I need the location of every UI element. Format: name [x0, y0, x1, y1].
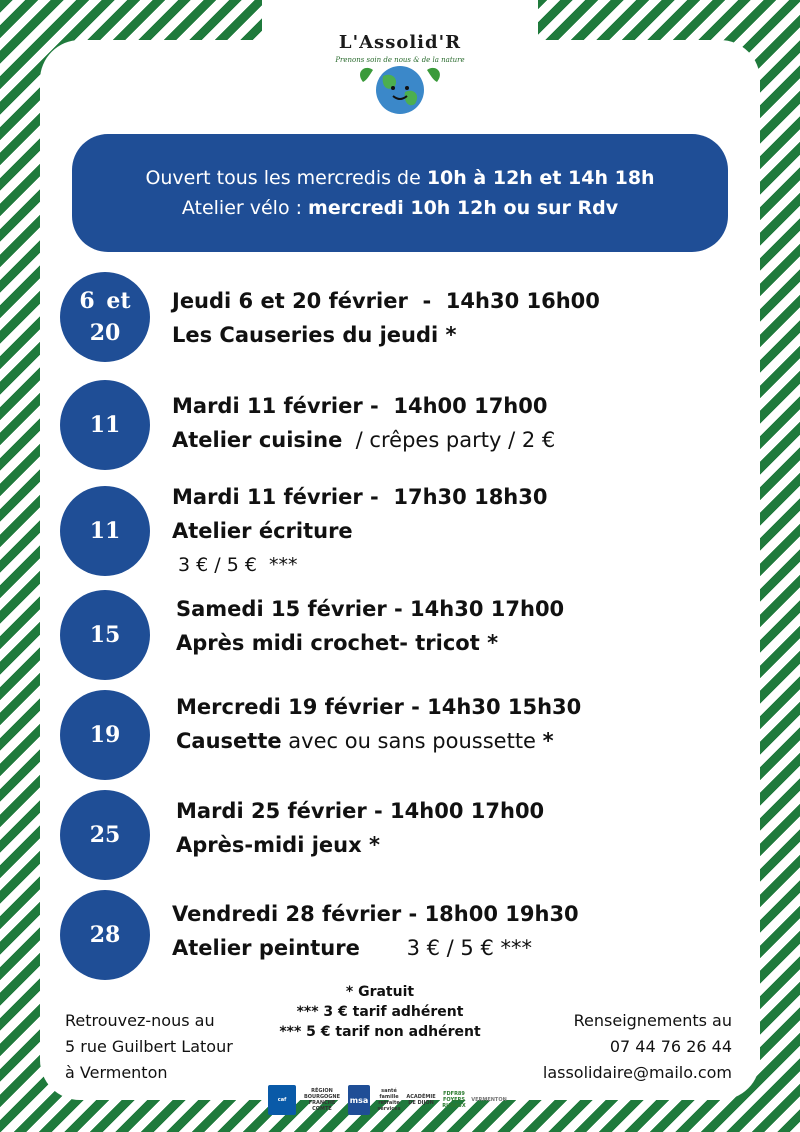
banner-line-1-bold: 10h à 12h et 14h 18h	[426, 167, 655, 189]
event-title	[172, 931, 579, 965]
event-title-detail: / crêpes party / 2 €	[342, 428, 556, 452]
event-date-time: Mercredi 19 février - 14h30 15h30	[176, 695, 582, 719]
event-date-badge	[60, 380, 150, 470]
vermenton-logo: VERMENTON	[471, 1097, 507, 1103]
address-town: à Vermenton	[65, 1063, 168, 1082]
banner-line-1-text: Ouvert tous les mercredis de	[145, 167, 427, 189]
event-date-time: Jeudi 6 et 20 février - 14h30 16h00	[172, 289, 600, 313]
event-date-time: Mardi 11 février - 17h30 18h30	[172, 485, 548, 509]
event-date-badge	[60, 590, 150, 680]
opening-hours-banner	[72, 134, 728, 252]
badge-label: 11	[89, 518, 121, 544]
msa-services-logo: santé famille retraite services	[377, 1088, 401, 1112]
badge-label: 15	[89, 622, 121, 648]
badge-label: 19	[89, 722, 121, 748]
banner-line-2-bold: mercredi 10h 12h ou sur Rdv	[308, 197, 619, 219]
contact-block	[543, 1008, 732, 1086]
address-intro: Retrouvez-nous au	[65, 1011, 215, 1030]
event-title-bold: Atelier peinture	[172, 936, 360, 960]
price-legend	[260, 982, 500, 1042]
region-logo: RÉGION BOURGOGNE FRANCHE COMTÉ	[303, 1088, 341, 1112]
event-title	[172, 423, 555, 457]
event-date-badge	[60, 890, 150, 980]
badge-label: 25	[89, 822, 121, 848]
address-street: 5 rue Guilbert Latour	[65, 1037, 233, 1056]
contact-phone[interactable]: 07 44 76 26 44	[609, 1037, 732, 1056]
banner-line-2-text: Atelier vélo :	[181, 197, 309, 219]
legend-free: * Gratuit	[345, 984, 415, 1000]
banner-line-1	[72, 163, 728, 193]
event-date-time: Mardi 25 février - 14h00 17h00	[176, 799, 545, 823]
legend-member: *** 3 € tarif adhérent	[296, 1004, 464, 1020]
event-date-badge	[60, 486, 150, 576]
event-title	[176, 828, 544, 862]
logo-title: L'Assolid'R	[338, 32, 462, 53]
sponsor-logos	[268, 1082, 520, 1118]
event-title-mark: *	[542, 729, 554, 753]
event-item	[176, 690, 581, 758]
globe-icon	[355, 62, 445, 118]
address-block	[65, 1008, 233, 1086]
logo	[330, 22, 470, 122]
event-item	[176, 592, 564, 660]
event-title-bold: Causette	[176, 729, 282, 753]
badge-label: 28	[89, 922, 121, 948]
msa-logo: msa	[348, 1085, 370, 1115]
event-title-bold: Après midi crochet- tricot *	[176, 631, 499, 655]
event-item	[172, 284, 600, 352]
event-title-bold: Les Causeries du jeudi *	[172, 323, 457, 347]
contact-email[interactable]: lassolidaire@mailo.com	[542, 1063, 732, 1082]
event-date-time: Mardi 11 février - 14h00 17h00	[172, 394, 548, 418]
legend-non-member: *** 5 € tarif non adhérent	[279, 1024, 481, 1040]
event-title-detail: avec ou sans poussette	[281, 729, 543, 753]
event-title	[172, 514, 547, 548]
event-title-bold: Après-midi jeux *	[176, 833, 380, 857]
event-title-bold: Atelier cuisine	[172, 428, 343, 452]
contact-intro: Renseignements au	[573, 1011, 732, 1030]
event-title	[176, 724, 581, 758]
event-item	[172, 480, 547, 582]
badge-label: 11	[89, 412, 121, 438]
logo-tagline: Prenons soin de nous & de la nature	[335, 56, 465, 64]
event-item	[172, 897, 579, 965]
event-item	[172, 389, 555, 457]
event-date-badge	[60, 272, 150, 362]
event-title-detail: 3 € / 5 € ***	[359, 936, 532, 960]
event-title-bold: Atelier écriture	[172, 519, 353, 543]
event-date-badge	[60, 690, 150, 780]
event-item	[176, 794, 544, 862]
banner-line-2	[72, 193, 728, 223]
badge-label: 6 et 20	[79, 288, 131, 346]
fdfr-logo: FDFR89 FOYERS RURAUX	[442, 1091, 466, 1109]
event-title	[176, 626, 564, 660]
event-date-time: Samedi 15 février - 14h30 17h00	[176, 597, 565, 621]
event-price: 3 € / 5 € ***	[172, 554, 298, 576]
academie-logo: ACADÉMIE DE DIJON	[406, 1094, 436, 1106]
caf-logo: caf	[268, 1085, 296, 1115]
event-date-time: Vendredi 28 février - 18h00 19h30	[172, 902, 579, 926]
event-title	[172, 318, 600, 352]
event-date-badge	[60, 790, 150, 880]
